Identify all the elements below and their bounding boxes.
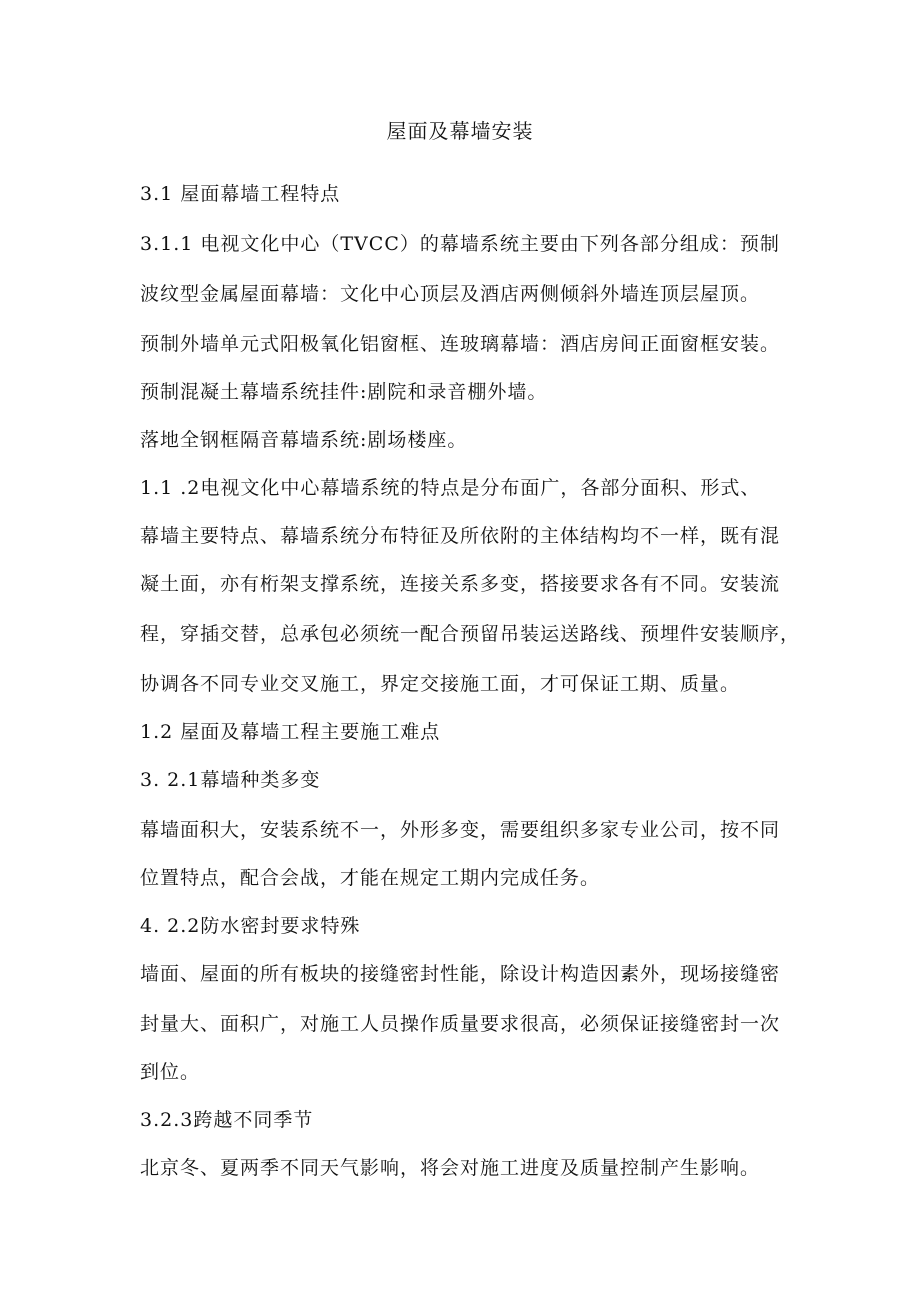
document-title: 屋面及幕墙安装 (386, 119, 534, 143)
paragraph-line: 幕墙主要特点、幕墙系统分布特征及所依附的主体结构均不一样，既有混 (140, 525, 781, 547)
section-heading-3-1: 3.1 屋面幕墙工程特点 (140, 183, 341, 205)
section-heading-1-2: 1.2 屋面及幕墙工程主要施工难点 (140, 721, 441, 743)
paragraph-line: 北京冬、夏两季不同天气影响，将会对施工进度及质量控制产生影响。 (140, 1157, 761, 1179)
paragraph-line: 凝土面，亦有桁架支撑系统，连接关系多变，搭接要求各有不同。安装流 (140, 573, 781, 595)
paragraph-line: 位置特点，配合会战，才能在规定工期内完成任务。 (140, 867, 601, 889)
paragraph-line: 墙面、屋面的所有板块的接缝密封性能，除设计构造因素外，现场接缝密 (140, 963, 781, 985)
section-heading-3-2-1: 3. 2.1幕墙种类多变 (140, 769, 321, 791)
paragraph-line: 落地全钢框隔音幕墙系统:剧场楼座。 (140, 429, 468, 451)
paragraph-line: 封量大、面积广，对施工人员操作质量要求很高，必须保证接缝密封一次 (140, 1013, 781, 1035)
paragraph-line: 到位。 (140, 1061, 201, 1083)
paragraph-line: 预制外墙单元式阳极氧化铝窗框、连玻璃幕墙：酒店房间正面窗框安装。 (140, 333, 781, 355)
paragraph-line: 1.1 .2电视文化中心幕墙系统的特点是分布面广，各部分面积、形式、 (140, 477, 761, 499)
paragraph-line: 预制混凝土幕墙系统挂件:剧院和录音棚外墙。 (140, 381, 548, 403)
section-heading-4-2-2: 4. 2.2防水密封要求特殊 (140, 915, 361, 937)
paragraph-line: 幕墙面积大，安装系统不一，外形多变，需要组织多家专业公司，按不同 (140, 819, 781, 841)
paragraph-line: 程，穿插交替，总承包必须统一配合预留吊装运送路线、预埋件安装顺序， (140, 623, 801, 645)
paragraph-line: 波纹型金属屋面幕墙：文化中心顶层及酒店两侧倾斜外墙连顶层屋顶。 (140, 283, 761, 305)
paragraph-line: 3.1.1 电视文化中心（TVCC）的幕墙系统主要由下列各部分组成：预制 (140, 233, 780, 255)
paragraph-line: 协调各不同专业交叉施工，界定交接施工面，才可保证工期、质量。 (140, 673, 741, 695)
section-heading-3-2-3: 3.2.3跨越不同季节 (140, 1109, 314, 1131)
